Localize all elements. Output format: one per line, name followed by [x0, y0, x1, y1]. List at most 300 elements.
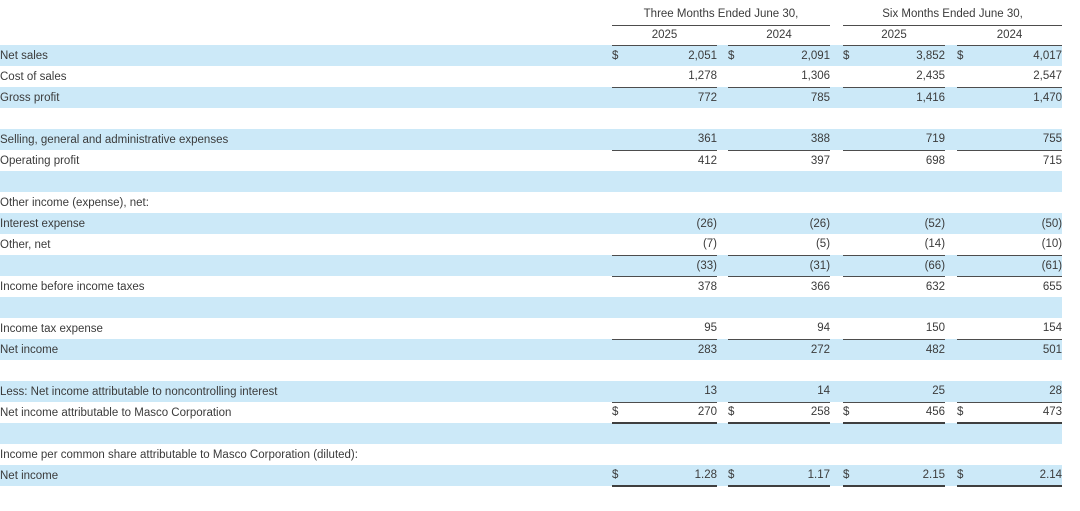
table-row [0, 213, 1080, 234]
dollar-sign [843, 318, 869, 339]
dollar-sign [612, 276, 638, 297]
cell-value [754, 108, 830, 129]
dollar-sign [612, 423, 638, 444]
dollar-sign [612, 171, 638, 192]
table-row [0, 87, 1080, 108]
table-row [0, 276, 1080, 297]
cell-value: 154 [1042, 322, 1063, 335]
group-gap [945, 234, 957, 255]
group-gap [717, 25, 728, 45]
dollar-sign: $ [612, 465, 638, 486]
dollar-sign [843, 234, 869, 255]
group-gap [945, 87, 957, 108]
dollar-sign [843, 444, 869, 465]
group-gap [717, 444, 728, 465]
dollar-sign [612, 255, 638, 276]
group-gap [945, 25, 957, 45]
cell-value: 4,017 [983, 45, 1062, 66]
table-row [0, 444, 1080, 465]
cell-value [869, 423, 945, 444]
cell-value: 25 [869, 381, 945, 402]
cell-value [638, 171, 717, 192]
dollar-sign [843, 87, 869, 108]
spacer-row [0, 423, 1080, 444]
cell-value: 94 [817, 322, 831, 335]
group-gap [830, 444, 843, 465]
row-label [0, 360, 612, 381]
group-gap [945, 318, 957, 339]
row-label: Less: Net income attributable to noncontrolling interest [0, 381, 612, 402]
cell-value [983, 423, 1062, 444]
cell-value [754, 192, 830, 213]
cell-value: 655 [983, 276, 1062, 297]
group-gap [830, 318, 843, 339]
group-gap [830, 45, 843, 66]
group-gap [830, 339, 843, 360]
cell-value: (61) [983, 255, 1062, 276]
dollar-sign [612, 444, 638, 465]
dollar-sign [612, 108, 638, 129]
dollar-sign [728, 129, 754, 150]
row-label [0, 297, 612, 318]
cell-value: 1,306 [801, 70, 831, 83]
dollar-sign [612, 129, 638, 150]
cell-value [869, 108, 945, 129]
cell-value: (66) [869, 255, 945, 276]
group-gap [717, 213, 728, 234]
right-margin-cell [1062, 108, 1080, 129]
cell-value: (31) [754, 255, 830, 276]
cell-value: 772 [638, 87, 717, 108]
group-gap [945, 66, 957, 87]
right-margin-cell [1062, 25, 1080, 45]
dollar-sign [843, 255, 869, 276]
cell-value: 150 [925, 322, 946, 335]
dollar-sign [957, 297, 983, 318]
spacer-row [0, 171, 1080, 192]
income-statement-body [0, 45, 1080, 486]
dollar-sign [843, 297, 869, 318]
cell-value: 1.17 [754, 465, 830, 486]
dollar-sign [728, 234, 754, 255]
cell-value: (33) [638, 255, 717, 276]
dollar-sign [957, 150, 983, 171]
dollar-sign [957, 129, 983, 150]
table-row [0, 234, 1080, 255]
cell-value [638, 297, 717, 318]
row-label: Gross profit [0, 87, 612, 108]
cell-value: 3,852 [869, 45, 945, 66]
dollar-sign [843, 360, 869, 381]
cell-value: (26) [638, 213, 717, 234]
group-gap [717, 402, 728, 423]
group-gap [945, 423, 957, 444]
dollar-sign [728, 108, 754, 129]
row-label: Other income (expense), net: [0, 196, 149, 209]
dollar-sign [612, 297, 638, 318]
group-gap [945, 381, 957, 402]
group-gap [945, 108, 957, 129]
group-gap [717, 297, 728, 318]
dollar-sign [957, 255, 983, 276]
group-gap [717, 360, 728, 381]
dollar-sign [728, 255, 754, 276]
table-row [0, 150, 1080, 171]
dollar-sign [728, 339, 754, 360]
dollar-sign [957, 213, 983, 234]
period-header-three-months: Three Months Ended June 30, [612, 3, 830, 25]
cell-value: 501 [983, 339, 1062, 360]
cell-value [983, 192, 1062, 213]
dollar-sign [728, 87, 754, 108]
dollar-sign [728, 213, 754, 234]
cell-value: 397 [754, 150, 830, 171]
group-gap [717, 108, 728, 129]
cell-value: 2.14 [983, 465, 1062, 486]
cell-value [983, 360, 1062, 381]
cell-value [869, 444, 945, 465]
cell-value: 361 [638, 129, 717, 150]
cell-value [638, 360, 717, 381]
cell-value [869, 360, 945, 381]
dollar-sign [728, 423, 754, 444]
cell-value: (52) [869, 213, 945, 234]
cell-value [869, 192, 945, 213]
dollar-sign [843, 108, 869, 129]
table-row [0, 381, 1080, 402]
group-gap [717, 66, 728, 87]
dollar-sign [957, 381, 983, 402]
group-gap [830, 150, 843, 171]
row-label: Income tax expense [0, 322, 103, 335]
year-header: 2025 [612, 25, 717, 45]
dollar-sign [957, 66, 983, 87]
period-header-row [0, 3, 1080, 25]
group-gap [830, 192, 843, 213]
dollar-sign [728, 276, 754, 297]
cell-value: 2,435 [916, 70, 946, 83]
table-row [0, 192, 1080, 213]
dollar-sign [843, 381, 869, 402]
cell-value: 412 [638, 150, 717, 171]
row-label: Income before income taxes [0, 280, 145, 293]
group-gap [717, 423, 728, 444]
group-gap [717, 192, 728, 213]
dollar-sign [612, 339, 638, 360]
dollar-sign [612, 192, 638, 213]
group-gap [945, 276, 957, 297]
group-gap [830, 423, 843, 444]
right-margin-cell [1062, 339, 1080, 360]
right-margin-cell [1062, 465, 1080, 486]
cell-value: 1,278 [688, 70, 717, 83]
table-row [0, 339, 1080, 360]
right-margin-cell [1062, 423, 1080, 444]
cell-value [638, 423, 717, 444]
dollar-sign [728, 66, 754, 87]
cell-value: 95 [704, 322, 717, 335]
cell-value: 14 [754, 381, 830, 402]
cell-value: 1,416 [869, 87, 945, 108]
cell-value: 632 [869, 276, 945, 297]
right-margin-cell [1062, 255, 1080, 276]
dollar-sign: $ [957, 45, 983, 66]
dollar-sign [728, 360, 754, 381]
header-spacer [0, 3, 612, 25]
table-row [0, 45, 1080, 66]
cell-value: 2,051 [638, 45, 717, 66]
dollar-sign [957, 423, 983, 444]
group-gap [717, 465, 728, 486]
cell-value [754, 360, 830, 381]
group-gap [945, 129, 957, 150]
group-gap [830, 25, 843, 45]
group-gap [717, 339, 728, 360]
right-margin-cell [1062, 234, 1080, 255]
cell-value [983, 171, 1062, 192]
dollar-sign: $ [957, 465, 983, 486]
row-label: Net income attributable to Masco Corporation [0, 406, 232, 419]
group-gap [830, 276, 843, 297]
dollar-sign: $ [612, 45, 638, 66]
group-gap [830, 234, 843, 255]
dollar-sign [612, 360, 638, 381]
right-margin-cell [1062, 150, 1080, 171]
table-row [0, 318, 1080, 339]
right-margin-cell [1062, 276, 1080, 297]
dollar-sign [843, 339, 869, 360]
group-gap [830, 213, 843, 234]
row-label: Interest expense [0, 213, 612, 234]
dollar-sign [957, 339, 983, 360]
header-spacer [0, 25, 612, 45]
dollar-sign: $ [728, 465, 754, 486]
group-gap [945, 339, 957, 360]
group-gap [945, 171, 957, 192]
cell-value: 1,470 [983, 87, 1062, 108]
cell-value: 2.15 [869, 465, 945, 486]
group-gap [830, 402, 843, 423]
year-header: 2024 [957, 25, 1062, 45]
group-gap [717, 234, 728, 255]
right-margin-cell [1062, 129, 1080, 150]
cell-value: 755 [983, 129, 1062, 150]
cell-value [754, 423, 830, 444]
dollar-sign: $ [957, 402, 983, 423]
cell-value: 272 [754, 339, 830, 360]
row-label: Operating profit [0, 154, 80, 167]
dollar-sign [843, 171, 869, 192]
cell-value: (7) [702, 238, 717, 251]
cell-value [869, 297, 945, 318]
dollar-sign: $ [728, 402, 754, 423]
right-margin-cell [1062, 402, 1080, 423]
group-gap [830, 465, 843, 486]
cell-value [638, 192, 717, 213]
cell-value [983, 444, 1062, 465]
group-gap [717, 318, 728, 339]
cell-value: 456 [869, 402, 945, 423]
dollar-sign [612, 150, 638, 171]
group-gap [830, 381, 843, 402]
spacer-row [0, 360, 1080, 381]
right-margin-cell [1062, 87, 1080, 108]
dollar-sign: $ [843, 465, 869, 486]
cell-value: 2,091 [754, 45, 830, 66]
cell-value: (5) [815, 238, 831, 251]
dollar-sign [612, 234, 638, 255]
dollar-sign [843, 276, 869, 297]
group-gap [717, 45, 728, 66]
group-gap [717, 171, 728, 192]
spacer-row [0, 297, 1080, 318]
dollar-sign [728, 444, 754, 465]
right-margin-cell [1062, 297, 1080, 318]
cell-value: 715 [983, 150, 1062, 171]
cell-value: 28 [983, 381, 1062, 402]
group-gap [717, 87, 728, 108]
group-gap [830, 87, 843, 108]
cell-value [983, 297, 1062, 318]
dollar-sign [957, 360, 983, 381]
dollar-sign [612, 213, 638, 234]
income-statement-table [0, 3, 1080, 487]
year-header-row [0, 25, 1080, 45]
cell-value [638, 108, 717, 129]
dollar-sign [957, 276, 983, 297]
right-margin-cell [1062, 213, 1080, 234]
group-gap [945, 213, 957, 234]
dollar-sign: $ [843, 45, 869, 66]
dollar-sign [612, 318, 638, 339]
row-label: Net income [0, 339, 612, 360]
right-margin-cell [1062, 45, 1080, 66]
group-gap [830, 255, 843, 276]
cell-value: (26) [754, 213, 830, 234]
group-gap [830, 171, 843, 192]
dollar-sign: $ [612, 402, 638, 423]
group-gap [830, 129, 843, 150]
cell-value: 719 [869, 129, 945, 150]
cell-value: 270 [638, 402, 717, 423]
cell-value: 378 [638, 276, 717, 297]
dollar-sign [957, 87, 983, 108]
dollar-sign: $ [843, 402, 869, 423]
cell-value [869, 171, 945, 192]
dollar-sign: $ [728, 45, 754, 66]
group-gap [717, 150, 728, 171]
dollar-sign [957, 444, 983, 465]
right-margin-cell [1062, 444, 1080, 465]
dollar-sign [728, 171, 754, 192]
cell-value: 366 [754, 276, 830, 297]
dollar-sign [957, 171, 983, 192]
group-gap [717, 255, 728, 276]
group-gap [945, 465, 957, 486]
dollar-sign [612, 87, 638, 108]
period-header-six-months: Six Months Ended June 30, [843, 3, 1062, 25]
group-gap [945, 444, 957, 465]
year-header: 2024 [728, 25, 830, 45]
cell-value: (10) [1041, 238, 1063, 251]
group-gap [945, 297, 957, 318]
row-label: Net income [0, 465, 612, 486]
row-label [0, 108, 612, 129]
group-gap [830, 297, 843, 318]
cell-value: 283 [638, 339, 717, 360]
dollar-sign [728, 297, 754, 318]
right-margin-cell [1062, 360, 1080, 381]
cell-value: (14) [924, 238, 946, 251]
dollar-sign [957, 318, 983, 339]
dollar-sign [843, 150, 869, 171]
group-gap [717, 129, 728, 150]
spacer-row [0, 108, 1080, 129]
group-gap [945, 402, 957, 423]
dollar-sign [957, 192, 983, 213]
cell-value: 482 [869, 339, 945, 360]
table-row [0, 129, 1080, 150]
right-margin-cell [1062, 192, 1080, 213]
row-label [0, 171, 612, 192]
group-gap [830, 360, 843, 381]
dollar-sign [843, 213, 869, 234]
cell-value: 473 [983, 402, 1062, 423]
group-gap [945, 150, 957, 171]
group-gap [717, 381, 728, 402]
row-label: Cost of sales [0, 70, 67, 83]
dollar-sign [957, 234, 983, 255]
right-margin-cell [1062, 3, 1080, 25]
dollar-sign [843, 129, 869, 150]
cell-value [638, 444, 717, 465]
right-margin-cell [1062, 171, 1080, 192]
group-gap [945, 45, 957, 66]
cell-value: 388 [754, 129, 830, 150]
group-gap [830, 108, 843, 129]
cell-value: 258 [754, 402, 830, 423]
right-margin-cell [1062, 318, 1080, 339]
dollar-sign [728, 192, 754, 213]
dollar-sign [957, 108, 983, 129]
cell-value: 13 [638, 381, 717, 402]
cell-value [754, 297, 830, 318]
row-label: Net sales [0, 45, 612, 66]
cell-value [754, 171, 830, 192]
dollar-sign [843, 423, 869, 444]
group-gap [717, 276, 728, 297]
table-row [0, 465, 1080, 486]
dollar-sign [843, 66, 869, 87]
cell-value: 698 [869, 150, 945, 171]
row-label [0, 255, 612, 276]
cell-value: 785 [754, 87, 830, 108]
group-gap [830, 3, 843, 25]
spacer-row [0, 255, 1080, 276]
dollar-sign [728, 381, 754, 402]
table-row [0, 402, 1080, 423]
dollar-sign [728, 318, 754, 339]
cell-value: (50) [983, 213, 1062, 234]
year-header: 2025 [843, 25, 945, 45]
row-label: Selling, general and administrative expenses [0, 129, 612, 150]
dollar-sign [843, 192, 869, 213]
row-label: Income per common share attributable to Masco Corporation (diluted): [0, 448, 358, 461]
dollar-sign [728, 150, 754, 171]
right-margin-cell [1062, 381, 1080, 402]
cell-value: 2,547 [1033, 70, 1063, 83]
table-row [0, 66, 1080, 87]
